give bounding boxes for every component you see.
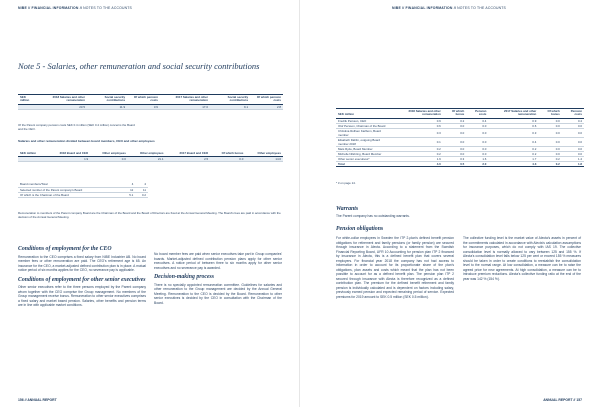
table-cell: 21.1 xyxy=(128,157,166,162)
table-cell: 0.0 xyxy=(443,123,466,128)
footer-label: ANNUAL REPORT xyxy=(543,398,573,402)
table-cell: Michelle Nilsbring, Board Member xyxy=(336,151,393,156)
column-header: Pension costs xyxy=(562,110,584,118)
table-cell: Fredrik Persson, CEO xyxy=(336,118,393,123)
column-header: Social security contributions xyxy=(87,96,127,104)
table-cell: 0.6 xyxy=(393,123,443,128)
table-cell: 4 xyxy=(135,182,148,187)
table-cell: 1.8 xyxy=(562,161,584,166)
note-title: Note 5 - Salaries, other remuneration and social security contributions xyxy=(18,61,260,71)
section-heading: Warrants xyxy=(336,206,359,212)
table-total-row xyxy=(336,161,584,166)
footer-sep: // xyxy=(573,398,576,402)
header-section: FINANCIAL INFORMATION xyxy=(405,6,453,10)
board-remuneration-note: Remuneration to members of the Parent company Board are the Chairman of the Board and the Board of Directors are fixed at the Annual General Meeting. The Board's fees are paid in accordance with the decision of the Annual General Meeting. xyxy=(18,211,281,219)
table-cell: 0.2 xyxy=(135,192,148,197)
left-page-header xyxy=(18,6,132,10)
table-cell: 0.9 xyxy=(488,118,538,123)
table-cell: 17.0 xyxy=(160,104,210,109)
table-cell: 0.2 xyxy=(488,146,538,151)
header-section: FINANCIAL INFORMATION xyxy=(31,6,79,10)
right-page xyxy=(300,0,600,407)
section-heading: Conditions of employment for other senior executives xyxy=(18,276,146,283)
table-cell xyxy=(18,104,37,109)
warrants-text: The Parent company has no outstanding warrants. xyxy=(336,214,410,218)
table-cell: 0.0 xyxy=(443,128,466,137)
table-cell: 0.0 xyxy=(443,151,466,156)
footer-sep: // xyxy=(24,398,27,402)
footer-label: ANNUAL REPORT xyxy=(27,398,57,402)
remuneration-split-table xyxy=(18,152,283,162)
table-cell: 1.4 xyxy=(562,156,584,161)
paragraph: Other senior executives refer to the three persons employed by the Parent company whom together with the CEO comprise the Group management. No members of the Group management receive bonus. Remuneration to other senior executives comprises a fixed salary and market based pension. Salaries, other benefits and pension terms are in line with applicable market conditions. xyxy=(18,285,146,308)
table-cell: Olof Persson, Chairman of the Board xyxy=(336,123,393,128)
column-header: Of which bonus xyxy=(538,110,561,118)
header-subsection: NOTES TO THE ACCOUNTS xyxy=(83,6,133,10)
table-cell: 1.7 xyxy=(488,156,538,161)
column-header: Other employees xyxy=(128,152,166,157)
column-header: Other employees xyxy=(245,152,283,157)
table-cell: 0.0 xyxy=(466,128,488,137)
header-sep: // xyxy=(79,6,82,10)
paragraph: Remuneration to the CEO comprises a fixed salary from NIBE Industrier AB. No board member fees or other remuneration are paid. The CEO's retirement age is 65. An insurance for the CEO, a market-adjusted defined contribution plan is in place. A mutual notice period of six months applies for the CEO, no severance pay is applicable. xyxy=(18,254,146,273)
table-cell: Of which is the Chairman of the Board xyxy=(18,192,123,197)
table-cell: Board members/Total xyxy=(18,182,123,187)
table-cell: 0.3 xyxy=(443,156,466,161)
table-cell: 0.0 xyxy=(466,137,488,146)
table-cell: 9.1 xyxy=(210,104,250,109)
table-cell: 0.2 xyxy=(393,146,443,151)
header-sep: // xyxy=(28,6,31,10)
section-heading: Conditions of employment for the CEO xyxy=(18,246,112,252)
column-header: Of which pension costs xyxy=(250,96,283,104)
table-cell: 0.4 xyxy=(466,118,488,123)
column-header: 2018 Salaries and other remuneration xyxy=(37,96,87,104)
table-cell: 0.4 xyxy=(562,118,584,123)
column-header: Of which bonus xyxy=(210,152,245,157)
table-cell: 23.5 xyxy=(37,104,87,109)
table-cell: 2.5 xyxy=(165,157,210,162)
column-header: Of which bonus xyxy=(443,110,466,118)
table-cell: Other senior executives* xyxy=(336,156,393,161)
pension-text-a: For white-collar employees in Sweden the ITP 2-plan's defined benefit pension obligations for retirement and family pensions (or family pension) are secured through insurance in Alecta. According to a statement from the Swedish Financial Reporting Board, UFR 10 Accounting for pension plan ITP 2 financed by insurance in Alecta, this is a defined benefit plan that covers several employers. For financial year 2018 the company has not had access to information in order to account for its proportionate share of the plan's obligations, plan assets and costs which meant that the plan has not been possible to account for as a defined benefit plan. The pension plan ITP 2 secured through insurance with Alecta is therefore recognized as a defined contribution plan. The premium for the defined benefit retirement and family pension is individually calculated and is dependent on factors including salary, previously earned pension and expected remaining period of service. Expected premiums for 2019 amount to SEK 0.5 million (SEK 0.5 million). xyxy=(336,236,454,299)
column-header: 2017 Board and CEO xyxy=(165,152,210,157)
table-cell: 0.0 xyxy=(466,123,488,128)
table-cell: 0.0 xyxy=(538,151,561,156)
table-cell: 1.9 xyxy=(393,156,443,161)
header-sep: // xyxy=(453,6,456,10)
table-header-row xyxy=(18,96,283,104)
table-cell: 0.2 xyxy=(488,151,538,156)
table-cell: Elisabeth Dahlin, outgoing Board member 2018 xyxy=(336,137,393,146)
table-cell: 0.0 xyxy=(562,128,584,137)
section-heading: Pension obligations xyxy=(336,226,384,232)
table-cell: 2.0 xyxy=(466,161,488,166)
table-cell: 14.6 xyxy=(245,157,283,162)
table-caption: Salaries and other remuneration divided between board members, CEO and other employees xyxy=(18,139,155,143)
left-text-column-2 xyxy=(154,252,282,307)
table-cell: 0.9 xyxy=(393,118,443,123)
table-footnote: * 3 on page 14. xyxy=(336,181,356,185)
table-cell: 0.0 xyxy=(538,128,561,137)
table-cell: 0.0 xyxy=(538,146,561,151)
table-cell: 0.2 xyxy=(538,156,561,161)
table-cell: 0.0 xyxy=(466,146,488,151)
table-cell: 4.0 xyxy=(393,161,443,166)
table-cell: Selected number of the Parent company's Board xyxy=(18,187,123,192)
left-page-footer xyxy=(18,398,57,402)
table-cell: 0.0 xyxy=(538,123,561,128)
column-header: 2017 Salaries and other remuneration xyxy=(160,96,210,104)
table-cell: 0.0 xyxy=(538,118,561,123)
table-cell: Christina Rolfsen Karlbom, Board member xyxy=(336,128,393,137)
table-header-row xyxy=(336,110,584,118)
table-cell: 1.9 xyxy=(45,157,90,162)
page-number: 156 xyxy=(18,398,24,402)
table-cell: 0.3 xyxy=(488,128,538,137)
table-cell: 0.2 xyxy=(393,151,443,156)
table-row xyxy=(18,192,148,197)
column-header: SEK million xyxy=(18,152,45,157)
table-cell: 4.3 xyxy=(488,161,538,166)
table-cell: 11.9 xyxy=(87,104,127,109)
pension-text-b: The collective funding level is the market value of Alecta's assets in percent of the commitments calculated in accordance with Alecta's calculation assumptions for insurance purposes, which do not comply with IAS 19. The collective consolidation level is normally allowed to vary between 125 and 155 %. If Alecta's consolidation level falls below 125 per cent or exceed 155 % measures should be taken in order to create conditions to reestablish the consolidation level to the normal range. At low consolidation, a measure can be to raise the agreed price for new agreements. At high consolidation, a measure can be to introduce premium reductions. Alecta's collective funding ratio at the end of the year was 142 % (154 %). xyxy=(463,236,581,281)
table-cell: Total xyxy=(336,161,393,166)
table-cell: 0.0 xyxy=(562,137,584,146)
table-row xyxy=(336,137,584,146)
table-cell: 5.1 xyxy=(123,192,136,197)
table-cell: 0.4 xyxy=(488,137,538,146)
table-row xyxy=(336,128,584,137)
table-cell: 0.0 xyxy=(562,146,584,151)
table-cell: 0.0 xyxy=(210,157,245,162)
column-header: Pension costs xyxy=(466,110,488,118)
table-cell: 3.9 xyxy=(127,104,160,109)
table-cell: 0.0 xyxy=(443,146,466,151)
column-header: Social security contributions xyxy=(210,96,250,104)
header-brand: NIBE xyxy=(18,6,27,10)
table-cell: 11 xyxy=(135,187,148,192)
table-cell: 0.0 xyxy=(466,151,488,156)
page-number: 157 xyxy=(576,398,582,402)
paragraph: There is no specially appointed remuneration committee. Guidelines for salaries and other remuneration to the Group management are decided by the Annual General Meeting. Remuneration to the CEO is decided by the Board. Remuneration to other senior executives is decided by the CEO in consultation with the Chairman of the Board. xyxy=(154,282,282,305)
table-cell: 0.0 xyxy=(562,123,584,128)
table-cell: 4 xyxy=(123,182,136,187)
right-page-footer xyxy=(543,398,582,402)
table-footnote: Of the Parent company pension costs SEK 0.4 million (SEK 0.4 million) concerns the Board and the CEO. xyxy=(18,123,135,131)
table-cell: 0.0 xyxy=(443,137,466,146)
table-cell: Mats Ryde, Board Member xyxy=(336,146,393,151)
column-header: 2018 Salaries and other remuneration xyxy=(393,110,443,118)
table-cell: 12 xyxy=(123,187,136,192)
column-header: SEK million xyxy=(18,96,37,104)
header-brand: NIBE xyxy=(392,6,401,10)
column-header: Of which pension costs xyxy=(127,96,160,104)
table-cell: 0.2 xyxy=(443,118,466,123)
column-header: Other employees xyxy=(90,152,128,157)
table-row xyxy=(18,157,283,162)
column-header: 2017 Salaries and other remuneration xyxy=(488,110,538,118)
table-cell: 0.5 xyxy=(443,161,466,166)
table-row xyxy=(18,104,283,109)
left-text-column xyxy=(18,242,146,310)
table-cell: 0.0 xyxy=(538,137,561,146)
table-cell: 0.1 xyxy=(393,137,443,146)
table-cell xyxy=(18,157,45,162)
column-header: 2018 Board and CEO xyxy=(45,152,90,157)
board-members-table xyxy=(18,182,148,198)
table-cell: 1.6 xyxy=(466,156,488,161)
header-subsection: NOTES TO THE ACCOUNTS xyxy=(457,6,507,10)
right-page-header xyxy=(392,6,506,10)
table-cell: 0.3 xyxy=(393,128,443,137)
table-cell: 0.6 xyxy=(488,123,538,128)
table-cell: 2.8 xyxy=(250,104,283,109)
executive-remuneration-table xyxy=(336,110,584,167)
table-cell: 0.2 xyxy=(538,161,561,166)
salary-table xyxy=(18,96,283,110)
header-sep: // xyxy=(402,6,405,10)
table-cell: 0.0 xyxy=(562,151,584,156)
paragraph: No board member fees are paid when senior executives take part in Group companies' boards. Market-adjusted defined contribution pension plans apply for other senior executives. A notice period of between three to six months apply for other senior executives and no severance pay is awarded. xyxy=(154,252,282,270)
table-cell: 0.0 xyxy=(90,157,128,162)
column-header: SEK million xyxy=(336,110,393,118)
section-heading: Decision-making process xyxy=(154,274,215,280)
